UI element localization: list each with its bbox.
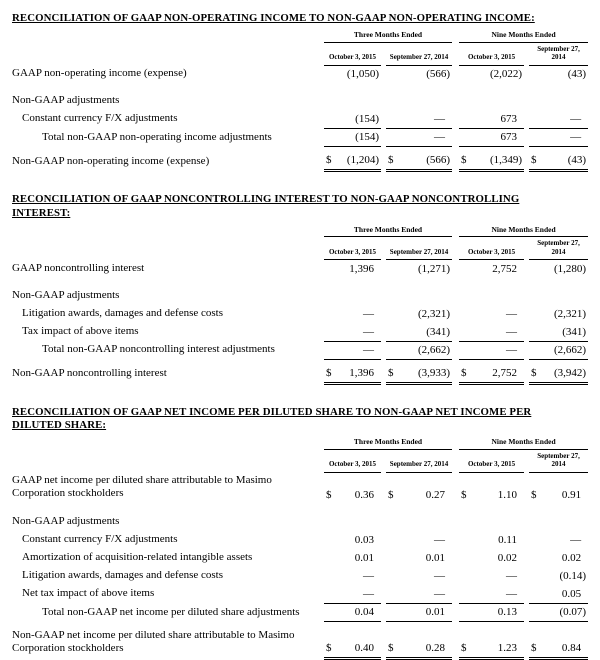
row-label: Non-GAAP non-operating income (expense)	[12, 154, 210, 167]
financial-table	[12, 30, 588, 172]
cell-value: (1,204)	[335, 152, 381, 171]
row-label: Non-GAAP adjustments	[12, 94, 120, 107]
table-row	[12, 92, 588, 110]
dollar-sign	[459, 323, 470, 341]
column-date-header: October 3, 2015	[459, 449, 524, 472]
column-date-header: September 27, 2014	[386, 42, 452, 65]
dollar-sign	[529, 549, 540, 567]
cell-value: 0.03	[354, 534, 374, 547]
cell-value: (2,321)	[553, 308, 587, 321]
dollar-sign	[529, 110, 540, 128]
section-title-line: RECONCILIATION OF GAAP NET INCOME PER DILUTED SHARE TO NON-GAAP NET INCOME PER	[12, 406, 532, 419]
cell-value: (1,349)	[470, 152, 524, 171]
table-row	[12, 604, 588, 622]
dollar-sign	[529, 129, 540, 147]
row-label: Amortization of acquisition-related intangible assets	[22, 551, 253, 564]
dollar-sign	[529, 260, 540, 278]
dollar-sign	[386, 260, 397, 278]
dollar-sign	[386, 604, 397, 622]
dollar-sign	[459, 260, 470, 278]
dollar-sign	[386, 129, 397, 147]
cell-value: (0.14)	[559, 570, 587, 583]
dollar-sign	[386, 341, 397, 359]
dollar-sign	[386, 531, 397, 549]
period-group-row	[12, 225, 588, 237]
cell-value: —	[470, 585, 524, 603]
dollar-sign	[529, 531, 540, 549]
column-date-header: September 27, 2014	[386, 449, 452, 472]
table-row	[12, 305, 588, 323]
period-group-header: Three Months Ended	[324, 225, 452, 237]
financial-table	[12, 437, 588, 660]
section-title-line: RECONCILIATION OF GAAP NON-OPERATING INCOME TO NON-GAAP NON-OPERATING INCOME:	[12, 12, 535, 24]
dollar-sign	[529, 567, 540, 585]
cell-value: (3,933)	[397, 365, 452, 384]
dollar-sign: $	[324, 152, 335, 171]
cell-value: 2,752	[492, 262, 518, 275]
cell-value: 0.40	[335, 627, 381, 658]
dollar-sign	[324, 129, 335, 147]
section-title-line: INTEREST:	[12, 206, 71, 219]
cell-value: (154)	[335, 110, 381, 128]
dollar-sign: $	[386, 627, 397, 658]
cell-value: 0.36	[354, 488, 374, 501]
cell-value: (154)	[335, 129, 381, 147]
table-row	[12, 627, 588, 658]
dollar-sign: $	[529, 627, 540, 658]
cell-value: (1,280)	[553, 262, 587, 275]
dollar-sign	[386, 305, 397, 323]
cell-value: (2,662)	[397, 341, 452, 359]
row-label: Non-GAAP noncontrolling interest	[12, 367, 167, 380]
dollar-sign	[459, 65, 470, 83]
column-date-row	[12, 42, 588, 65]
cell-value: (566)	[426, 68, 451, 81]
dollar-sign	[529, 585, 540, 603]
table-row	[12, 287, 588, 305]
dollar-sign	[324, 549, 335, 567]
cell-value: (1,050)	[346, 68, 379, 81]
table-row	[12, 585, 588, 603]
table-row	[12, 341, 588, 359]
cell-value: —	[470, 323, 524, 341]
table-row	[12, 549, 588, 567]
cell-value: 1,396	[335, 365, 381, 384]
period-group-header: Nine Months Ended	[459, 225, 588, 237]
cell-value: —	[434, 570, 446, 583]
table-row	[12, 531, 588, 549]
cell-value: 0.28	[397, 627, 452, 658]
dollar-sign	[529, 65, 540, 83]
cell-value: —	[540, 110, 588, 128]
row-label: Non-GAAP adjustments	[12, 514, 120, 527]
cell-value: —	[434, 534, 446, 547]
row-label: Total non-GAAP net income per diluted share adjustments	[42, 605, 300, 618]
cell-value: 1.23	[470, 627, 524, 658]
cell-value: 0.27	[425, 488, 446, 501]
row-label: Tax impact of above items	[22, 325, 139, 338]
cell-value: 0.01	[354, 552, 374, 565]
cell-value: —	[335, 585, 381, 603]
dollar-sign	[324, 110, 335, 128]
cell-value: (2,662)	[540, 341, 588, 359]
cell-value: 0.84	[540, 627, 588, 658]
row-label: Non-GAAP net income per diluted share attributable to Masimo Corporation stockholders	[12, 629, 295, 655]
dollar-sign	[459, 341, 470, 359]
dollar-sign: $	[529, 365, 540, 384]
period-group-header: Nine Months Ended	[459, 30, 588, 42]
column-date-row	[12, 449, 588, 472]
dollar-sign: $	[459, 627, 470, 658]
table-row	[12, 110, 588, 128]
dollar-sign	[324, 305, 335, 323]
dollar-sign: $	[324, 627, 335, 658]
cell-value: (43)	[567, 68, 587, 81]
row-label: GAAP non-operating income (expense)	[12, 67, 187, 80]
dollar-sign	[324, 604, 335, 622]
cell-value: —	[335, 323, 381, 341]
table-row	[12, 567, 588, 585]
section-title	[12, 12, 588, 25]
dollar-sign	[459, 531, 470, 549]
column-date-header: October 3, 2015	[459, 237, 524, 260]
cell-value: 0.01	[425, 552, 446, 565]
dollar-sign	[324, 323, 335, 341]
column-date-header: October 3, 2015	[459, 42, 524, 65]
column-date-header: September 27, 2014	[529, 42, 588, 65]
dollar-sign: $	[461, 488, 467, 501]
cell-value: (2,022)	[489, 68, 523, 81]
section-non-operating-income	[12, 12, 588, 172]
row-label: Total non-GAAP non-operating income adjustments	[42, 130, 272, 143]
column-date-header: September 27, 2014	[529, 449, 588, 472]
dollar-sign: $	[388, 488, 394, 501]
dollar-sign	[324, 585, 335, 603]
cell-value: 0.02	[497, 552, 518, 565]
section-title	[12, 193, 588, 219]
cell-value: (2,321)	[417, 308, 451, 321]
cell-value: 1.10	[497, 488, 518, 501]
dollar-sign	[324, 65, 335, 83]
cell-value: (3,942)	[540, 365, 588, 384]
dollar-sign: $	[459, 365, 470, 384]
cell-value: —	[363, 570, 374, 583]
cell-value: (1,271)	[417, 262, 451, 275]
section-noncontrolling-interest	[12, 193, 588, 385]
dollar-sign	[529, 323, 540, 341]
cell-value: 0.01	[397, 604, 452, 622]
dollar-sign	[529, 341, 540, 359]
row-label: Total non-GAAP noncontrolling interest adjustments	[42, 343, 275, 356]
row-label: Net tax impact of above items	[22, 587, 155, 600]
cell-value: —	[470, 341, 524, 359]
dollar-sign	[324, 260, 335, 278]
cell-value: 0.02	[561, 552, 582, 565]
row-label: GAAP net income per diluted share attributable to Masimo Corporation stockholders	[12, 474, 272, 500]
table-row	[12, 65, 588, 83]
dollar-sign: $	[531, 488, 537, 501]
section-title	[12, 406, 588, 432]
dollar-sign	[529, 604, 540, 622]
table-row	[12, 323, 588, 341]
column-date-header: October 3, 2015	[324, 42, 381, 65]
cell-value: 673	[470, 129, 524, 147]
cell-value: 0.13	[470, 604, 524, 622]
dollar-sign	[386, 549, 397, 567]
cell-value: —	[363, 308, 374, 321]
cell-value: 0.05	[540, 585, 588, 603]
column-date-header: October 3, 2015	[324, 449, 381, 472]
cell-value: (0.07)	[540, 604, 588, 622]
cell-value: (43)	[540, 152, 588, 171]
period-group-header: Three Months Ended	[324, 437, 452, 449]
column-date-header: September 27, 2014	[529, 237, 588, 260]
table-row	[12, 260, 588, 278]
cell-value: 0.91	[561, 488, 582, 501]
period-group-header: Three Months Ended	[324, 30, 452, 42]
cell-value: —	[506, 570, 518, 583]
cell-value: —	[506, 308, 518, 321]
dollar-sign	[459, 604, 470, 622]
cell-value: 0.11	[498, 534, 518, 547]
dollar-sign: $	[326, 488, 332, 501]
dollar-sign	[324, 567, 335, 585]
period-group-header: Nine Months Ended	[459, 437, 588, 449]
row-label: Non-GAAP adjustments	[12, 288, 120, 301]
cell-value: —	[335, 341, 381, 359]
row-label: Litigation awards, damages and defense costs	[22, 569, 223, 582]
row-label: GAAP noncontrolling interest	[12, 261, 145, 274]
period-group-row	[12, 30, 588, 42]
cell-value: —	[397, 129, 452, 147]
cell-value: —	[397, 585, 452, 603]
cell-value: —	[540, 129, 588, 147]
dollar-sign	[529, 305, 540, 323]
cell-value: (341)	[397, 323, 452, 341]
cell-value: (566)	[397, 152, 452, 171]
financial-table	[12, 225, 588, 385]
cell-value: —	[397, 110, 452, 128]
dollar-sign	[459, 549, 470, 567]
dollar-sign	[386, 323, 397, 341]
dollar-sign	[459, 110, 470, 128]
column-date-header: September 27, 2014	[386, 237, 452, 260]
dollar-sign	[324, 531, 335, 549]
dollar-sign	[459, 305, 470, 323]
column-date-row	[12, 237, 588, 260]
cell-value: —	[570, 534, 582, 547]
section-net-income-per-diluted-share	[12, 406, 588, 660]
table-row	[12, 365, 588, 384]
table-row	[12, 152, 588, 171]
row-label: Constant currency F/X adjustments	[22, 112, 178, 125]
row-label: Litigation awards, damages and defense costs	[22, 306, 223, 319]
cell-value: 0.04	[335, 604, 381, 622]
dollar-sign: $	[529, 152, 540, 171]
dollar-sign: $	[324, 365, 335, 384]
dollar-sign	[459, 129, 470, 147]
cell-value: (341)	[540, 323, 588, 341]
cell-value: 1,396	[349, 262, 374, 275]
column-date-header: October 3, 2015	[324, 237, 381, 260]
dollar-sign: $	[386, 152, 397, 171]
dollar-sign	[324, 341, 335, 359]
table-row	[12, 513, 588, 531]
dollar-sign	[386, 585, 397, 603]
table-row	[12, 472, 588, 503]
dollar-sign	[459, 567, 470, 585]
row-label: Constant currency F/X adjustments	[22, 532, 178, 545]
dollar-sign	[459, 585, 470, 603]
period-group-row	[12, 437, 588, 449]
dollar-sign	[386, 567, 397, 585]
dollar-sign: $	[386, 365, 397, 384]
dollar-sign: $	[459, 152, 470, 171]
section-title-line: RECONCILIATION OF GAAP NONCONTROLLING INTEREST TO NON-GAAP NONCONTROLLING	[12, 193, 520, 206]
cell-value: 673	[470, 110, 524, 128]
cell-value: 2,752	[470, 365, 524, 384]
section-title-line: DILUTED SHARE:	[12, 419, 107, 432]
dollar-sign	[386, 110, 397, 128]
dollar-sign	[386, 65, 397, 83]
table-row	[12, 129, 588, 147]
